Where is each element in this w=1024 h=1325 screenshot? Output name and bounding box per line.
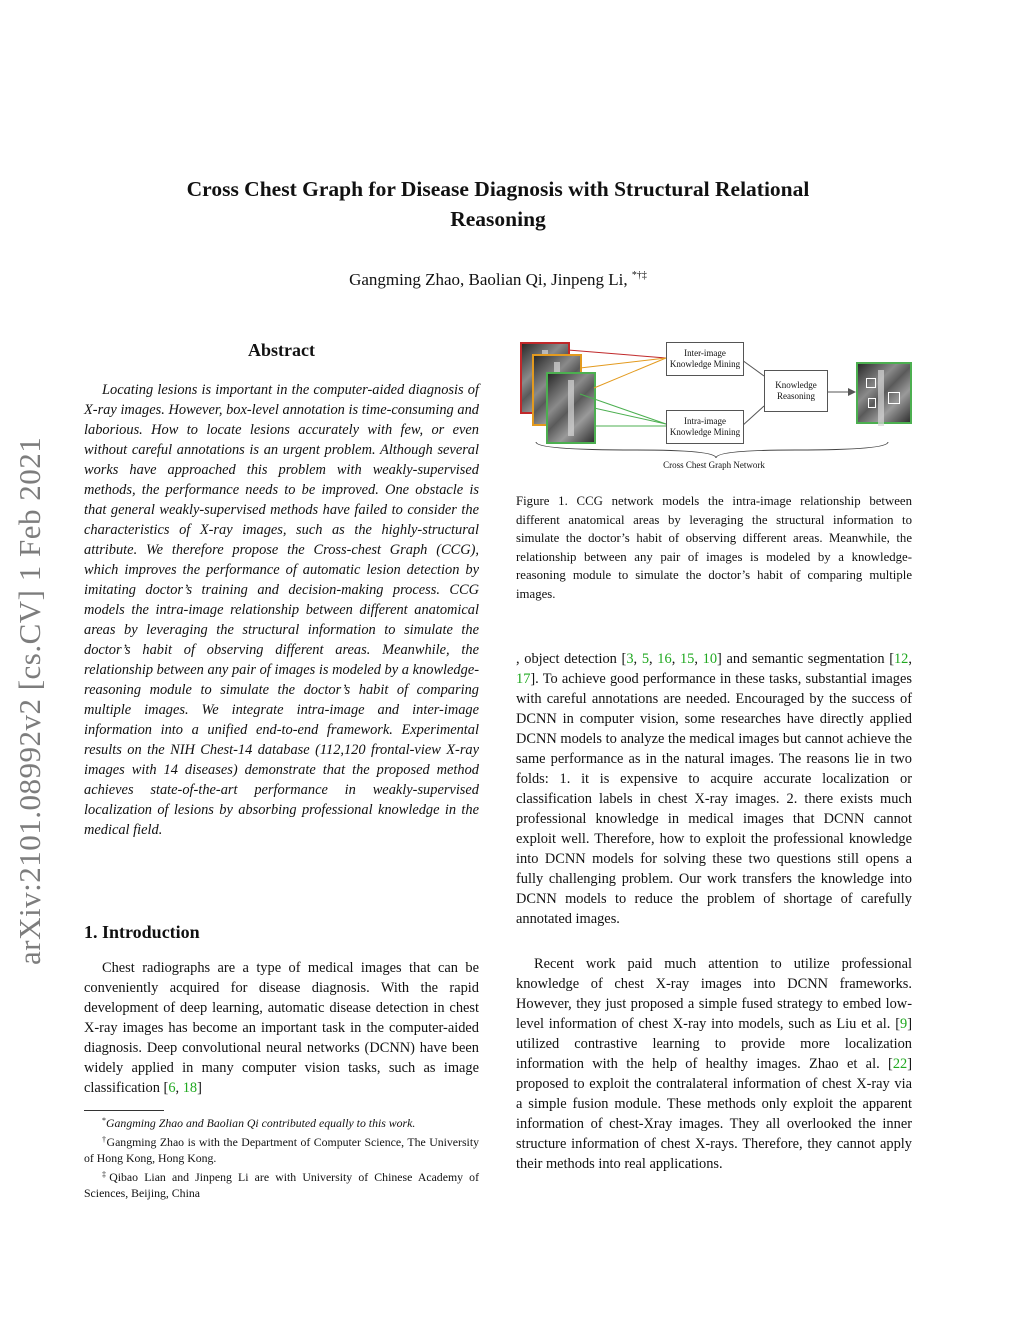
body-text: ] and semantic segmentation [ (717, 651, 894, 667)
intro-end: ] (197, 1080, 202, 1096)
footnote-3 (84, 1167, 479, 1202)
footnote-1 (84, 1113, 479, 1132)
right-column-paragraph-2 (516, 954, 912, 1174)
footnote-2 (84, 1132, 479, 1167)
citation-link[interactable]: 5 (641, 651, 650, 667)
citation-link[interactable]: 22 (892, 1056, 908, 1072)
footnotes (84, 1113, 479, 1202)
cite-sep: , (649, 651, 658, 667)
footnote-text: Qibao Lian and Jinpeng Li are with University of Chinese Academy of Sciences, Beijing, China (84, 1169, 479, 1200)
introduction-paragraph (84, 958, 479, 1098)
citation-link[interactable]: 17 (516, 671, 531, 687)
network-label: Cross Chest Graph Network (663, 460, 765, 470)
citation-link[interactable]: 9 (900, 1016, 908, 1032)
citation-link[interactable]: 6 (168, 1080, 176, 1096)
lesion-box (866, 378, 876, 388)
abstract-heading: Abstract (248, 340, 315, 360)
arrow-line (568, 350, 666, 358)
citation-link[interactable]: 15 (679, 651, 695, 667)
footnote-mark: ‡ (102, 1169, 110, 1179)
figure-caption: Figure 1. CCG network models the intra-image relationship between different anatomical areas by leveraging the structural information to simulate the doctor’s habit of observing different areas. Meanwhile, the relationship between any pair of images is modeled by a knowledge-reasoning module to simulate the doctor’s habit of comparing multiple images. (516, 494, 912, 601)
author-list (200, 270, 796, 290)
footnote-mark: * (102, 1116, 106, 1125)
footnote-text: Gangming Zhao is with the Department of Computer Science, The University of Hong Kong, Hong Kong. (84, 1134, 479, 1165)
arrow-head (848, 388, 856, 396)
intro-text: Chest radiographs are a type of medical images that can be conveniently acquired for disease diagnosis. With the rapid development of deep learning, automatic disease detection in chest X-ray images has become an important task in the computer-aided diagnosis. Deep convolutional neural networks (DCNN) have been widely applied in many computer vision tasks, such as image classification [ (84, 960, 479, 1096)
body-text: Recent work paid much attention to utilize professional knowledge of chest X-ray images into DCNN frameworks. However, they just proposed a simple fused strategy to embed low-level information of chest X-ray into models, such as Liu et al. [ (516, 956, 912, 1032)
paper-title: Cross Chest Graph for Disease Diagnosis with Structural Relational Reasoning (186, 177, 810, 231)
abstract-text: Locating lesions is important in the computer-aided diagnosis of X-ray images. However, box-level annotation is time-consuming and laborious. How to locate lesions accurately with few, or even without careful annotations is an urgent problem. Although several works have approached this problem with weakly-supervised methods, the performance needs to be improved. One obstacle is that general weakly-supervised methods have failed to consider the characteristics of X-ray images, such as the highly-structural attribute. We therefore propose the Cross-chest Graph (CCG), which improves the performance of automatic lesion detection by imitating doctor’s training and decision-making process. CCG models the intra-image relationship between different anatomical areas by leveraging the structural information to simulate the doctor’s habit of observing different areas. Meanwhile, the relationship between any pair of images is modeled by a knowledge-reasoning module to simulate the doctor’s habit of comparing multiple images. We integrate intra-image and inter-image information into a unified end-to-end framework. Experimental results on the NIH Chest-14 database (112,120 frontal-view X-ray images with 14 diseases) demonstrate that the proposed method achieves state-of-the-art performance in weakly-supervised localization of lesions by absorbing professional knowledge in the medical field. (84, 382, 479, 838)
citation-link[interactable]: 16 (657, 651, 672, 667)
knowledge-reasoning-box: Knowledge Reasoning (764, 370, 828, 412)
citation-link[interactable]: 18 (182, 1080, 198, 1096)
body-text: , object detection [ (516, 651, 627, 667)
brace (536, 442, 888, 458)
arxiv-identifier: arXiv:2101.08992v2 [cs.CV] 1 Feb 2021 (12, 436, 47, 965)
cite-sep: , (694, 651, 703, 667)
lesion-box (888, 392, 900, 404)
citation-link[interactable]: 12 (893, 651, 909, 667)
introduction-heading: 1. Introduction (84, 922, 200, 942)
arrow-line (594, 408, 666, 424)
xray-result-image (856, 362, 912, 424)
body-text: ] proposed to exploit the contralateral information of chest X-ray via a simple fusion module. These methods only exploit the apparent information of chest-Xray images. They all overlooked the inner structure information of chest X-rays. Therefore, they cannot apply their methods into real applications. (516, 1056, 912, 1172)
arrow-line (742, 406, 764, 426)
cite-sep: , (908, 651, 912, 667)
footnote-rule (84, 1110, 164, 1111)
arrow-line (580, 394, 666, 424)
footnote-text: Gangming Zhao and Baolian Qi contributed equally to this work. (106, 1116, 416, 1130)
intra-image-box: Intra-image Knowledge Mining (666, 410, 744, 444)
cite-sep: , (671, 651, 680, 667)
inter-image-box: Inter-image Knowledge Mining (666, 342, 744, 376)
footnote-mark: † (102, 1134, 107, 1144)
intro-sep: , (175, 1080, 183, 1096)
citation-link[interactable]: 10 (702, 651, 718, 667)
arrow-line (742, 360, 764, 376)
author-marks: *†‡ (631, 270, 647, 281)
body-text: ] utilized contrastive learning to provide more localization information with the help of healthy images. Zhao et al. [ (516, 1016, 912, 1072)
right-column-paragraph-1 (516, 649, 912, 929)
lesion-box (868, 398, 876, 408)
figure-1 (516, 338, 912, 478)
body-text: ]. To achieve good performance in these tasks, substantial images with careful annotations are needed. Encouraged by the success of DCNN in computer vision, some researches have directly applied DCNN models to analyze the medical images but cannot achieve the same performance as in the natural images. The reasons lie in two folds: 1. it is expensive to acquire accurate localization or classification labels in chest X-ray images. 2. there exists much professional knowledge in medical images that DCNN cannot exploit well. Therefore, how to exploit the professional knowledge into DCNN models for solving these two questions still opens a fully challenging problem. Our work transfers the knowledge into DCNN models to reduce the problem of shortage of carefully annotated images. (516, 671, 912, 927)
citation-link[interactable]: 3 (626, 651, 634, 667)
cite-sep: , (633, 651, 642, 667)
author-names: Gangming Zhao, Baolian Qi, Jinpeng Li, (349, 270, 628, 289)
